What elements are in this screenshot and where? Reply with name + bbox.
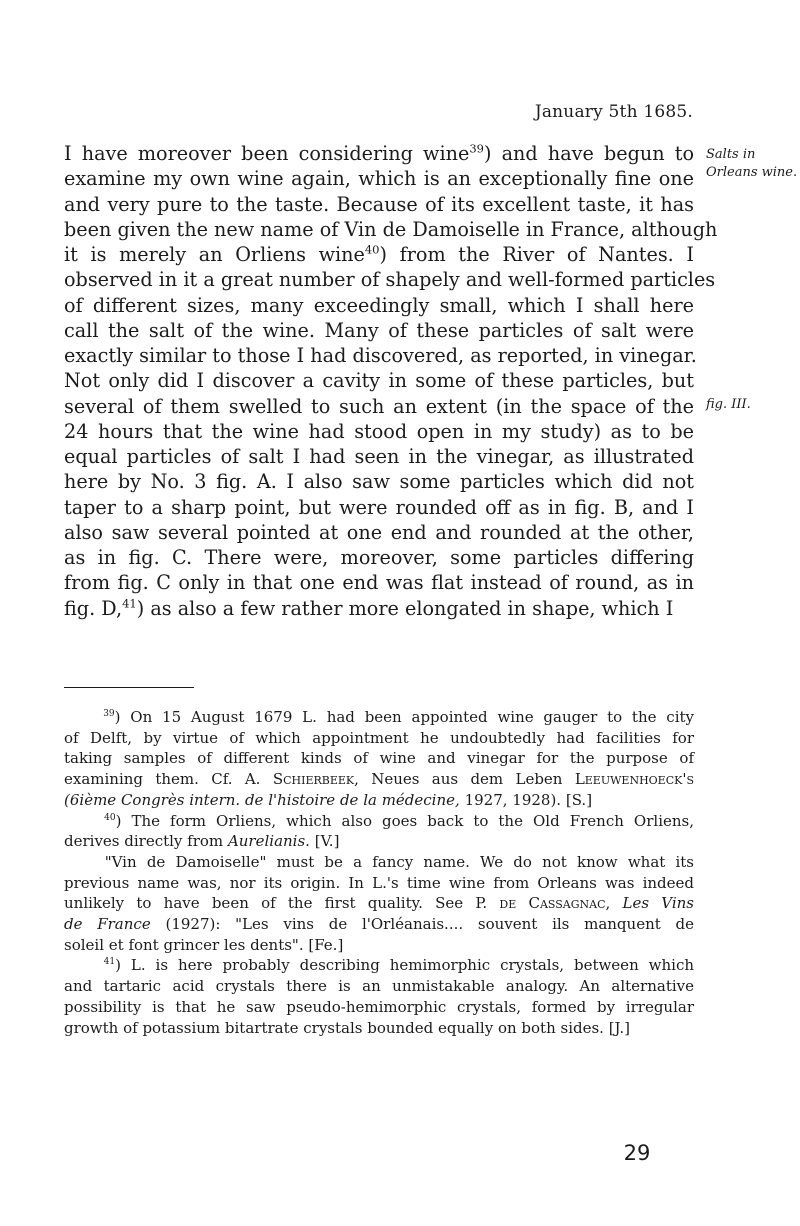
text-segment: (1927): "Les vins de l'Orléanais.... souvent ils manquent de [165,915,694,934]
footnote-ref-39[interactable]: 39 [469,141,484,156]
text-segment: 1927, 1928). [S.] [459,790,593,809]
text-segment: ) from the River of Nantes. I [379,243,694,266]
footnote-39-line: of Delft, by virtue of which appointment he undoubtedly had facilities for [64,728,694,747]
text-line: 24 hours that the wine had stood open in my study) as to be [64,419,694,443]
citation-title: Les Vins [622,894,694,913]
text-line: examine my own wine again, which is an exceptionally fine one [64,167,694,191]
text-line: and very pure to the taste. Because of its excellent taste, it has [64,192,694,216]
text-line [64,242,694,267]
author-name: Schierbeek [272,770,355,789]
footnote-40-line [64,811,694,832]
text-line [64,596,694,621]
margin-note-line: Orleans wine. [706,165,798,180]
text-line: also saw several pointed at one end and rounded at the other, [64,520,694,544]
footnote-41-line: possibility is that he saw pseudo-hemimorphic crystals, formed by irregular [64,997,694,1016]
footnote-40-line [64,893,694,914]
text-segment: , Neues aus dem Leben [354,770,563,789]
text-line: as in fig. C. There were, moreover, some particles differing [64,546,694,569]
footnote-41-line: growth of potassium bitartrate crystals bounded equally on both sides. [J.] [64,1018,631,1037]
text-segment: examining them. Cf. A. [64,770,261,789]
text-segment: ) On 15 August 1679 L. had been appointed wine gauger to the city [114,708,694,726]
footnote-ref-41[interactable]: 41 [122,596,137,611]
text-segment: fig. D, [64,596,123,620]
footnote-41-line: and tartaric acid crystals there is an unmistakable analogy. An alternative [64,977,694,996]
footnote-39-line [64,769,694,790]
author-name: Leeuwenhoeck's [574,770,694,789]
text-segment: , [605,894,611,913]
footnote-marker: 40 [104,812,116,823]
latin-term: Aurelianis. [227,832,310,851]
footnote-39-line [64,707,694,728]
text-segment: derives directly from [64,832,224,851]
author-name: de Cassagnac [499,894,606,913]
text-line: several of them swelled to such an extent (in the space of the [64,394,694,418]
text-segment: ) The form Orliens, which also goes back to the Old French Orliens, [115,811,694,830]
text-segment: it is merely an Orliens wine [64,243,365,266]
footnote-ref-40[interactable]: 40 [364,242,380,257]
text-line: been given the new name of Vin de Damoiselle in France, although [64,217,718,241]
main-text [64,141,718,621]
text-line: here by No. 3 fig. A. I also saw some particles which did not [64,470,694,494]
text-segment: "Vin de Damoiselle" must be a fancy name. We do not know what its [104,852,694,871]
text-segment: ) as also a few rather more elongated in shape, which I [136,596,674,620]
text-segment: [V.] [314,832,340,851]
footnote-40-line [64,914,694,935]
margin-note-salts [706,146,796,182]
footnote-40-line [64,852,694,873]
running-head: January 5th 1685. [534,102,693,122]
margin-note-line: Salts in [706,147,756,162]
margin-note-fig: fig. III. [706,397,751,412]
text-line: from fig. C only in that one end was flat instead of round, as in [64,571,694,595]
text-segment: ) L. is here probably describing hemimorphic crystals, between which [115,956,694,975]
text-line: exactly similar to those I had discovered, as reported, in vinegar. [64,344,697,367]
footnote-41-line [64,955,694,976]
text-line [64,141,694,166]
footnote-39-line [64,790,694,811]
footnote-40-line: soleil et font grincer les dents". [Fe.] [64,935,344,954]
text-segment: I have moreover been considering wine [64,142,470,165]
footnote-rule [64,687,194,688]
footnote-marker: 39 [103,709,115,719]
text-line: Not only did I discover a cavity in some of these particles, but [64,369,694,393]
text-segment: ) and have begun to [483,142,695,165]
text-line: observed in it a great number of shapely and well-formed particles [64,268,716,292]
text-line: call the salt of the wine. Many of these particles of salt were [64,318,694,342]
footnote-marker: 41 [103,957,116,968]
footnote-40-line [64,831,694,852]
footnote-40-line: previous name was, nor its origin. In L.'s time wine from Orleans was indeed [64,873,694,892]
citation-title: de France [64,915,151,934]
text-line: taper to a sharp point, but were rounded off as in fig. B, and I [64,495,694,519]
text-line: of different sizes, many exceedingly small, which I shall here [64,293,694,317]
citation-title: (6ième Congrès intern. de l'histoire de la médecine, [64,790,460,809]
text-line: equal particles of salt I had seen in the vinegar, as illustrated [64,445,694,468]
page-number: 29 [623,1141,651,1165]
footnote-39-line: taking samples of different kinds of wine and vinegar for the purpose of [64,749,694,768]
footnotes [64,707,694,1038]
text-segment: unlikely to have been of the first quality. See P. [64,894,488,913]
